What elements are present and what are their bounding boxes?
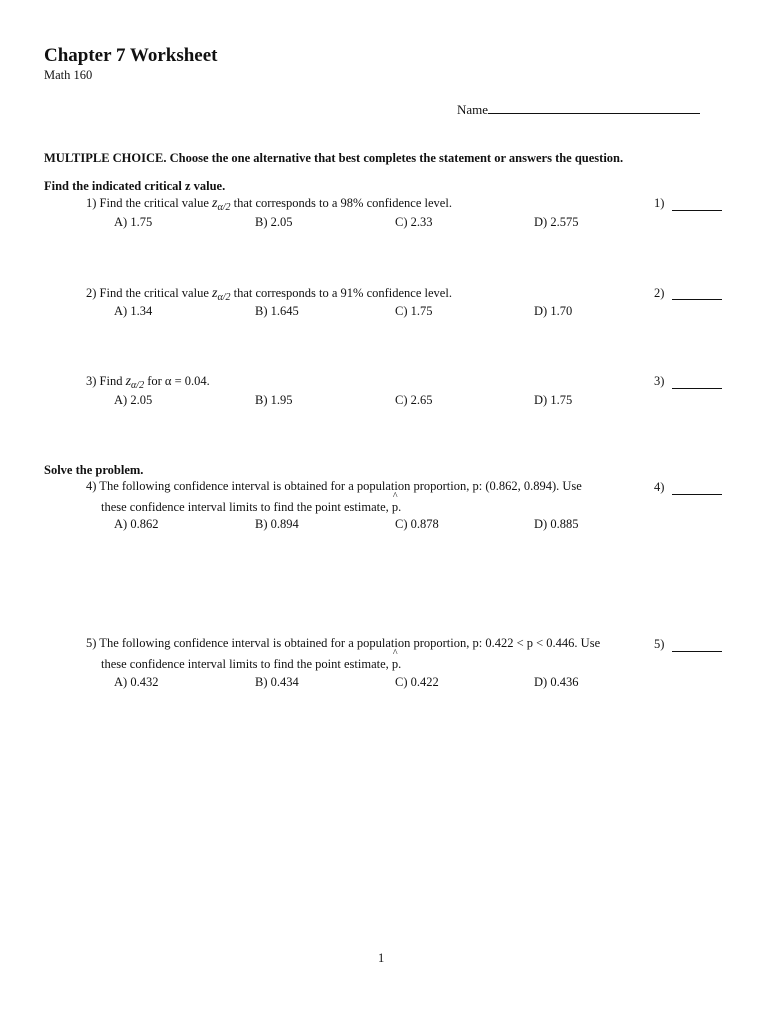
q3-choice-c: C) 2.65 — [395, 393, 433, 407]
course-label: Math 160 — [44, 68, 93, 82]
q1-choice-b: B) 2.05 — [255, 215, 293, 229]
question-4-line-1: 4) The following confidence interval is obtained for a population proportion, p: (0.862, 0.894). Use — [86, 479, 582, 493]
question-3-number: 3) — [654, 374, 665, 388]
answer-blank-2 — [672, 299, 722, 300]
q3-choice-a: A) 2.05 — [114, 393, 153, 407]
answer-blank-1 — [672, 210, 722, 211]
q5-choice-d: D) 0.436 — [534, 675, 579, 689]
q5-choice-b: B) 0.434 — [255, 675, 299, 689]
q3-choice-b: B) 1.95 — [255, 393, 293, 407]
q2-choice-a: A) 1.34 — [114, 304, 153, 318]
question-3-text: 3) Find $z_{\alpha/2}$ for α = 0.04. — [86, 374, 210, 391]
q5-choice-a: A) 0.432 — [114, 675, 159, 689]
page-number: 1 — [378, 951, 385, 965]
section-heading-solve: Solve the problem. — [44, 463, 144, 477]
question-1-number: 1) — [654, 196, 665, 210]
q2-choice-b: B) 1.645 — [255, 304, 299, 318]
answer-blank-3 — [672, 388, 722, 389]
q1-choice-a: A) 1.75 — [114, 215, 153, 229]
question-1-text: 1) Find the critical value $z_{\alpha/2}$ that corresponds to a 98% confidence level. — [86, 196, 452, 213]
q2-choice-c: C) 1.75 — [395, 304, 433, 318]
name-label: Name — [457, 102, 489, 117]
name-blank-line — [488, 101, 700, 114]
question-5-line-1: 5) The following confidence interval is obtained for a population proportion, p: 0.422 < p < 0.446. Use — [86, 636, 601, 650]
q4-choice-a: A) 0.862 — [114, 517, 159, 531]
q1-choice-c: C) 2.33 — [395, 215, 433, 229]
q2-choice-d: D) 1.70 — [534, 304, 573, 318]
answer-blank-4 — [672, 494, 722, 495]
q3-choice-d: D) 1.75 — [534, 393, 573, 407]
answer-blank-5 — [672, 651, 722, 652]
section-heading-critical-z: Find the indicated critical z value. — [44, 179, 226, 193]
question-5-number: 5) — [654, 637, 665, 651]
q4-choice-d: D) 0.885 — [534, 517, 579, 531]
p-hat-symbol: ^ p — [391, 648, 399, 671]
instructions: MULTIPLE CHOICE. Choose the one alternative that best completes the statement or answers the question. — [44, 151, 624, 165]
question-5-line-2: these confidence interval limits to find the point estimate, ^ p. — [101, 648, 402, 671]
name-field — [457, 101, 700, 118]
question-2-text: 2) Find the critical value $z_{\alpha/2}$ that corresponds to a 91% confidence level. — [86, 286, 452, 303]
q1-choice-d: D) 2.575 — [534, 215, 579, 229]
q4-choice-c: C) 0.878 — [395, 517, 439, 531]
question-2-number: 2) — [654, 286, 665, 300]
question-4-line-2: these confidence interval limits to find the point estimate, ^ p. — [101, 491, 402, 514]
question-4-number: 4) — [654, 480, 665, 494]
q5-choice-c: C) 0.422 — [395, 675, 439, 689]
p-hat-symbol: ^ p — [391, 491, 399, 514]
q4-choice-b: B) 0.894 — [255, 517, 299, 531]
worksheet-title: Chapter 7 Worksheet — [44, 45, 218, 66]
